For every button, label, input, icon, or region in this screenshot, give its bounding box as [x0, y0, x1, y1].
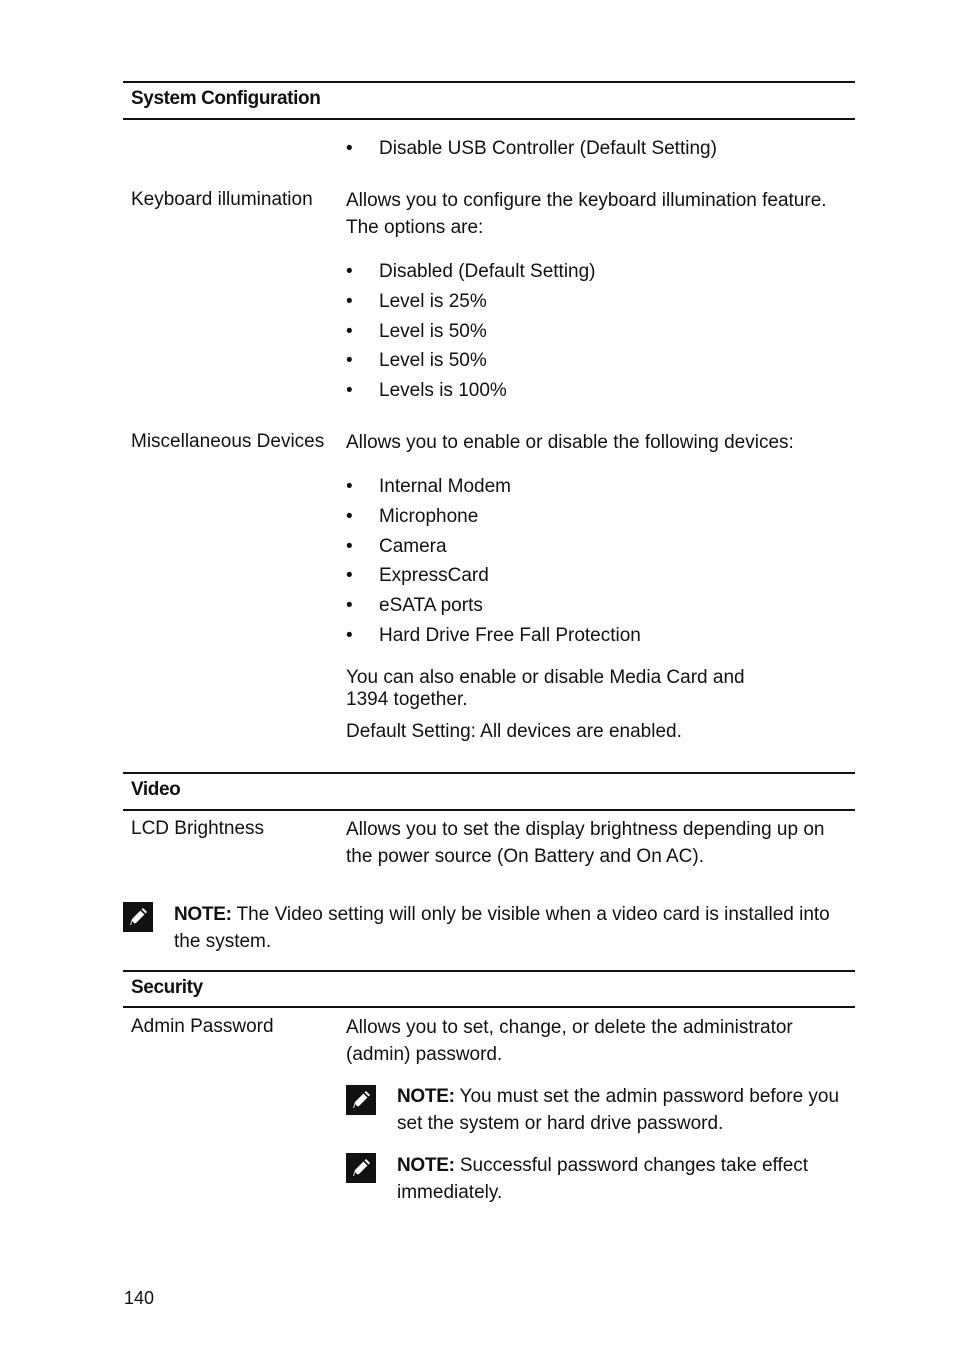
lcd-brightness-description: Allows you to set the display brightness depending up on the power source (On Battery and On AC). — [346, 819, 825, 867]
table-rule — [123, 809, 855, 811]
table-rule — [123, 118, 855, 120]
list-item: • Levels is 100% — [346, 380, 596, 410]
list-item: • eSATA ports — [346, 595, 641, 625]
admin-password-description: Allows you to set, change, or delete the administrator (admin) password. — [346, 1017, 793, 1065]
usb-option-list — [346, 138, 717, 168]
table-rule — [123, 81, 855, 83]
list-item: • Internal Modem — [346, 476, 641, 506]
note-text: You must set the admin password before you set the system or hard drive password. — [397, 1086, 840, 1134]
misc-devices-extra-text: You can also enable or disable Media Card and 1394 together. — [346, 667, 745, 710]
admin-password-note-2 — [397, 1152, 817, 1206]
list-item: • Microphone — [346, 506, 641, 536]
page-number: 140 — [124, 1288, 155, 1308]
section-header-system-configuration: System Configuration — [131, 88, 321, 109]
admin-password-note-1 — [397, 1083, 857, 1137]
section-header-video: Video — [131, 779, 181, 800]
list-item: • ExpressCard — [346, 565, 641, 595]
pencil-note-icon — [123, 902, 153, 932]
section-header-security: Security — [131, 977, 203, 998]
list-item: • Level is 25% — [346, 291, 596, 321]
list-item: • Hard Drive Free Fall Protection — [346, 625, 641, 655]
keyboard-illumination-label: Keyboard illumination — [131, 189, 313, 210]
table-rule — [123, 1006, 855, 1008]
list-item: • Level is 50% — [346, 350, 596, 380]
note-prefix: NOTE: — [174, 904, 232, 925]
lcd-brightness-label: LCD Brightness — [131, 818, 265, 839]
pencil-note-icon — [346, 1153, 376, 1183]
table-rule — [123, 772, 855, 774]
device-list — [346, 476, 641, 655]
note-prefix: NOTE: — [397, 1155, 455, 1176]
pencil-note-icon — [346, 1085, 376, 1115]
admin-password-label: Admin Password — [131, 1016, 274, 1037]
misc-devices-default-text: Default Setting: All devices are enabled. — [346, 721, 682, 742]
list-item: • Disabled (Default Setting) — [346, 261, 596, 291]
list-item: • Camera — [346, 536, 641, 566]
misc-devices-description: Allows you to enable or disable the following devices: — [346, 432, 794, 453]
keyboard-option-list — [346, 261, 596, 410]
note-text: The Video setting will only be visible when a video card is installed into the system. — [174, 904, 830, 952]
keyboard-illumination-description: Allows you to configure the keyboard illumination feature. The options are: — [346, 190, 827, 238]
note-prefix: NOTE: — [397, 1086, 455, 1107]
list-item: • Disable USB Controller (Default Setting) — [346, 138, 717, 168]
table-rule — [123, 970, 855, 972]
video-note — [174, 901, 854, 955]
misc-devices-label: Miscellaneous Devices — [131, 431, 325, 452]
list-item: • Level is 50% — [346, 321, 596, 351]
note-text: Successful password changes take effect immediately. — [397, 1155, 809, 1203]
